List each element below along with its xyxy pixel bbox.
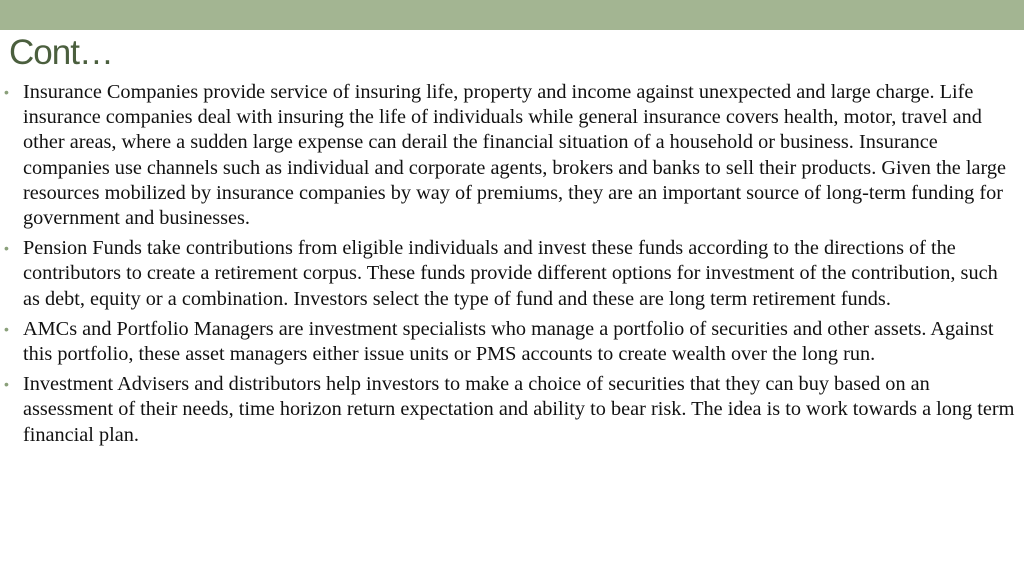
bullet-text: AMCs and Portfolio Managers are investment specialists who manage a portfolio of securities and other assets. Against this portfolio, these asset managers either issue units or PMS accounts to create wealth over the long run. <box>23 317 994 366</box>
bullet-dot-icon: • <box>4 376 9 393</box>
bullet-list <box>0 80 1018 453</box>
bullet-text: Insurance Companies provide service of insuring life, property and income against unexpected and large charge. Life insurance companies deal with insuring the life of individuals while general insurance covers health, motor, travel and other areas, where a sudden large expense can derail the financial situation of a household or business. Insurance companies use channels such as individual and corporate agents, brokers and banks to sell their products. Given the large resources mobilized by insurance companies by way of premiums, they are an important source of long-term funding for government and businesses. <box>23 81 1006 230</box>
bullet-dot-icon: • <box>4 320 9 337</box>
bullet-item-amcs-portfolio-managers <box>0 317 1018 367</box>
top-accent-bar <box>0 0 1024 30</box>
bullet-text: Investment Advisers and distributors help investors to make a choice of securities that they can buy based on an assessment of their needs, time horizon return expectation and ability to bear risk. The idea is to work towards a long term financial plan. <box>23 373 1015 446</box>
slide-title: Cont… <box>9 33 113 72</box>
bullet-item-insurance-companies <box>0 80 1018 231</box>
bullet-dot-icon: • <box>4 240 9 257</box>
bullet-dot-icon: • <box>4 84 9 100</box>
bullet-item-pension-funds <box>0 236 1018 312</box>
bullet-item-investment-advisers <box>0 372 1018 448</box>
bullet-text: Pension Funds take contributions from eligible individuals and invest these funds according to the directions of the contributors to create a retirement corpus. These funds provide different options for investment of the contribution, such as debt, equity or a combination. Investors select the type of fund and these are long term retirement funds. <box>23 237 998 310</box>
